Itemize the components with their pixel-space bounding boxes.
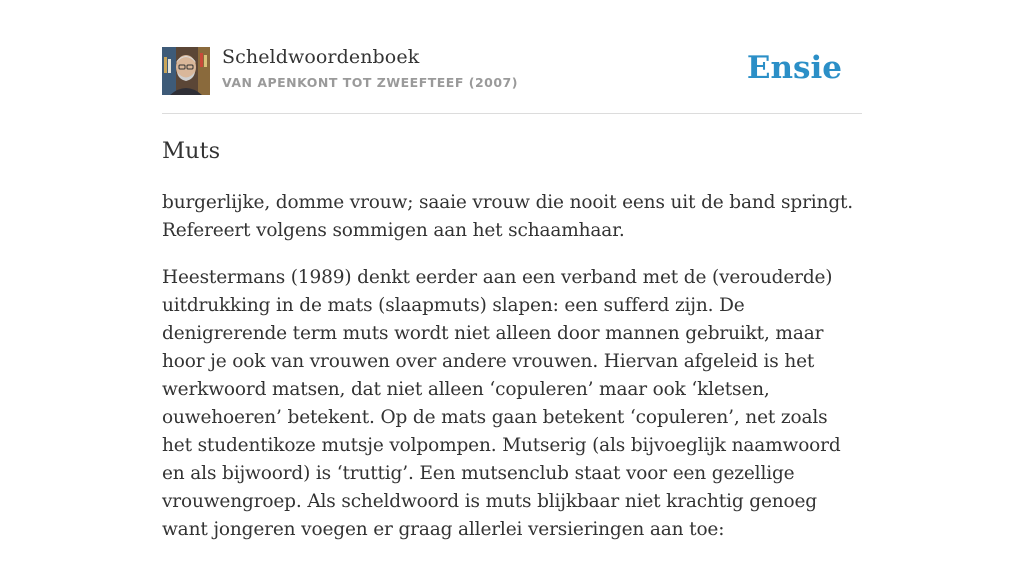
source-title[interactable]: Scheldwoordenboek (222, 46, 420, 68)
entry-body (162, 189, 862, 563)
page-container (162, 0, 862, 540)
entry-paragraph: burgerlijke, domme vrouw; saaie vrouw die nooit eens uit de band springt. Refereert volgens sommigen aan het schaamhaar. (162, 192, 854, 241)
source-subtitle: VAN APENKONT TOT ZWEEFTEEF (2007) (222, 75, 518, 90)
source-header (162, 0, 862, 114)
entry-paragraph: Heestermans (1989) denkt eerder aan een verband met de (verouderde) uitdrukking in de mats (slaapmuts) slapen: een sufferd zijn. De denigrerende term muts wordt niet alleen door mannen gebruikt, maar hoor je ook van vrouwen over andere vrouwen. Hiervan afgeleid is het werkwoord matsen, dat niet alleen ‘copuleren’ maar ook ‘kletsen, ouwehoeren’ betekent. Op de mats gaan betekent ‘copuleren’, net zoals het studentikoze mutsje volpompen. Mutserig (als bijvoeglijk naamwoord en als bijwoord) is ‘truttig’. Een mutsenclub staat voor een gezellige vrouwengroep. Als scheldwoord is muts blijkbaar niet krachtig genoeg want jongeren voegen er graag allerlei versieringen aan toe: (162, 267, 841, 540)
ensie-logo-link[interactable]: Ensie (746, 50, 842, 86)
entry-title: Muts (162, 138, 221, 164)
author-avatar[interactable] (162, 47, 210, 95)
